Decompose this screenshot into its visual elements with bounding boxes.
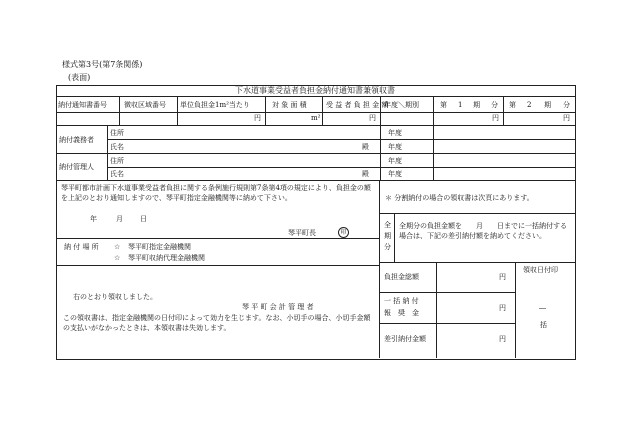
period1-num: 1 xyxy=(458,101,463,109)
period1-ki: 期 xyxy=(473,101,480,109)
manager-fiscal-year-2: 年度 xyxy=(388,170,402,178)
payer-label: 納付義務者 xyxy=(59,136,94,144)
header-area: 対 象 面 積 xyxy=(272,101,307,109)
lump-reward-label-2: 報 奨 金 xyxy=(384,309,419,317)
amount-yen: 円 xyxy=(369,114,376,122)
receipt-stamp-label: 領収日付印 xyxy=(523,266,558,274)
divider xyxy=(379,292,515,293)
divider xyxy=(379,323,515,324)
date-day: 日 xyxy=(140,215,147,223)
divider xyxy=(56,238,380,239)
mayor-label: 琴平町長 xyxy=(288,229,316,237)
divider xyxy=(394,213,395,262)
burden-amount-yen: 円 xyxy=(499,273,506,281)
divider xyxy=(503,96,504,125)
net-amount-yen: 円 xyxy=(499,335,506,343)
divider xyxy=(56,96,575,97)
divider xyxy=(265,96,266,125)
period2-ki: 期 xyxy=(544,101,551,109)
payer-honorific: 殿 xyxy=(362,143,369,151)
divider xyxy=(107,139,575,140)
form-id: 様式第3号(第7条関係) xyxy=(62,60,143,69)
period2-yen: 円 xyxy=(563,114,570,122)
lump-reward-label-1: 一 括 納 付 xyxy=(384,297,419,305)
manager-fiscal-year-1: 年度 xyxy=(388,157,402,165)
period1-dai: 第 xyxy=(440,101,447,109)
star-icon: ☆ xyxy=(114,254,121,262)
unit-price-yen: 円 xyxy=(254,114,261,122)
period2-bun: 分 xyxy=(563,101,570,109)
payment-place-label: 納 付 場 所 xyxy=(64,243,99,251)
divider xyxy=(56,153,575,154)
payment-place-item-1: 琴平町指定金融機関 xyxy=(128,243,191,251)
payer-name-label: 氏名 xyxy=(110,143,124,151)
header-notice-no: 納付通知書番号 xyxy=(58,101,107,109)
payer-fiscal-year-1: 年度 xyxy=(388,129,402,137)
divider xyxy=(436,262,437,358)
side-label: (表面) xyxy=(68,73,91,82)
net-amount-label: 差引納付金額 xyxy=(384,335,426,343)
divider xyxy=(107,167,575,168)
period1-yen: 円 xyxy=(492,114,499,122)
lump-sum-text: 全期分の負担金額を 月 日までに一括納付する場合は、下記の差引納付額を納めてください。 xyxy=(399,222,567,240)
lump-reward-yen: 円 xyxy=(499,304,506,312)
dash-mark: ― xyxy=(539,304,546,312)
divider xyxy=(379,262,575,263)
payer-address-label: 住所 xyxy=(110,129,124,137)
date-year: 年 xyxy=(90,215,97,223)
lump-sum-vertical-label: 全期分 xyxy=(384,221,391,251)
header-amount: 受 益 者 負 担 金 額 xyxy=(326,101,389,109)
header-district: 徴収区域番号 xyxy=(124,101,166,109)
manager-honorific: 殿 xyxy=(362,170,369,178)
installment-note: ＊ 分割納付の場合の領収書は次頁にあります。 xyxy=(385,194,534,202)
payer-fiscal-year-2: 年度 xyxy=(388,143,402,151)
payment-place-item-2: 琴平町収納代理金融機関 xyxy=(128,254,205,262)
divider xyxy=(379,213,575,214)
divider xyxy=(56,112,575,113)
ikkatsu-mark: 括 xyxy=(540,321,547,329)
header-unit-price: 単位負担金1m²当たり xyxy=(180,101,250,109)
seal-mark: 印 xyxy=(338,227,349,238)
divider xyxy=(56,265,380,266)
period2-num: 2 xyxy=(527,101,532,109)
area-sqm: m² xyxy=(311,114,321,122)
notice-text: 琴平町都市計画下水道事業受益者負担に関する条例施行規則第7条第4項の規定により、負担金の額を上記のとおり通知しますので、琴平町指定金融機関等に納めて下さい。 xyxy=(61,184,371,202)
manager-address-label: 住所 xyxy=(110,157,124,165)
date-month: 月 xyxy=(116,215,123,223)
manager-label: 納付管理人 xyxy=(59,163,94,171)
star-icon: ☆ xyxy=(114,243,121,251)
divider xyxy=(322,96,323,125)
divider xyxy=(56,180,575,181)
period2-dai: 第 xyxy=(509,101,516,109)
divider xyxy=(56,125,575,126)
form-title: 下水道事業受益者負担金納付通知書兼領収書 xyxy=(235,86,395,95)
divider xyxy=(379,180,380,358)
receipt-text: 右のとおり領収しました。 xyxy=(73,293,157,301)
manager-name-label: 氏名 xyxy=(110,170,124,178)
divider xyxy=(119,96,120,125)
divider xyxy=(177,96,178,125)
period1-bun: 分 xyxy=(491,101,498,109)
treasurer-label: 琴 平 町 会 計 管 理 者 xyxy=(242,303,314,311)
divider xyxy=(515,262,516,358)
validity-text: この領収書は、指定金融機関の日付印によって効力を生じます。なお、小切手の場合、小切手金額の支払いがなかったときは、本領収書は失効します。 xyxy=(63,314,371,332)
burden-amount-label: 負担金総額 xyxy=(384,273,419,281)
header-fiscal-period: 年度＼期別 xyxy=(384,101,419,109)
